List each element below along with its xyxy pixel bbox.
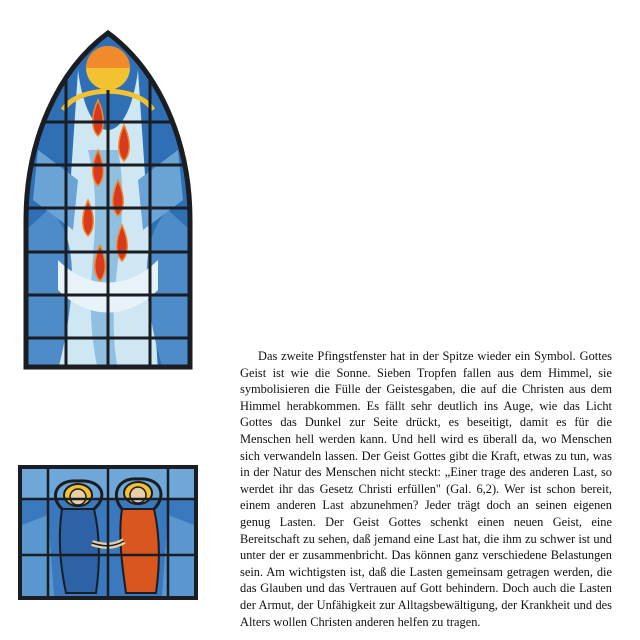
stained-glass-window-pentecost — [18, 30, 198, 370]
stained-glass-window-bearing-burdens — [18, 465, 198, 600]
burden-window-image — [18, 465, 198, 600]
pentecost-window-image — [18, 30, 198, 370]
body-text-block — [240, 348, 612, 630]
body-paragraph: Das zweite Pfingstfenster hat in der Spitze wieder ein Symbol. Gottes Geist ist wie die Sonne. Sieben Tropfen fallen aus dem Himmel, sie symbolisieren die Fülle der Geistesgaben, die auf die Christen aus dem Himmel herabkommen. Es fällt sehr deutlich ins Auge, wie das Licht Gottes das Dunkel zur Seite drückt, es beseitigt, damit es für die Menschen hell werden kann. Und hell wird es überall da, wo Menschen sich verwandeln lassen. Der Geist Gottes gibt die Kraft, etwas zu tun, was in der Natur des Menschen nicht steckt: „Einer trage des anderen Last, so werdet ihr das Gesetz Christi erfüllen" (Gal. 6,2). Wer ist schon bereit, einem anderen Last abzunehmen? Jeder trägt doch an seinen eigenen genug Lasten. Der Geist Gottes schenkt einen neuen Geist, eine Bereitschaft zu sehen, daß jemand eine Last hat, die ihm zu schwer ist und unter der er zusammenbricht. Das können ganz verschiedene Belastungen sein. Am wichtigsten ist, daß die Lasten gemeinsam getragen werden, die das Glauben und das Vertrauen auf Gott behindern. Doch auch die Lasten der Armut, der Unfähigkeit zur Alltagsbewältigung, der Krankheit und des Alters wollen Christen anderen helfen zu tragen. — [240, 349, 612, 629]
